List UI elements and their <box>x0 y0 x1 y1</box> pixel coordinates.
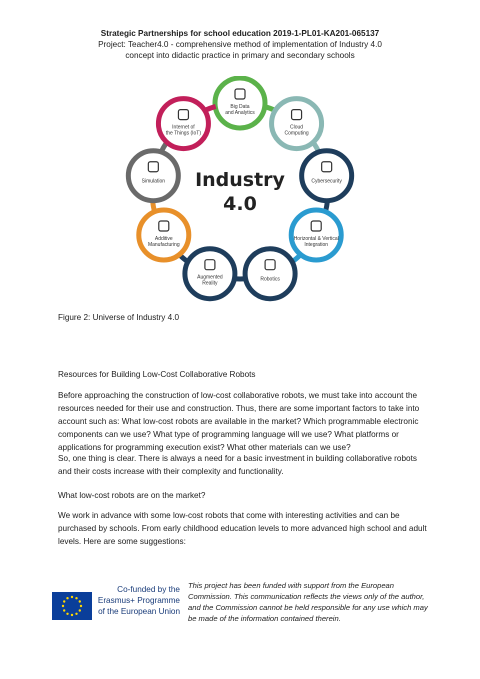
disclaimer-text: This project has been funded with support from the European Commission. This communication reflects the views only of the author, and the Commission cannot be held responsible for any use which may be made of the information contained therein. <box>188 581 428 623</box>
industry-4-diagram <box>90 76 390 306</box>
diagram-node-label: Computing <box>284 130 309 137</box>
diagram-node <box>185 249 235 299</box>
footer <box>52 580 432 626</box>
diagram-node-label: Reality <box>202 280 218 287</box>
diagram-node-label: Manufacturing <box>147 242 180 248</box>
diagram-node-ring <box>128 151 178 201</box>
eu-star <box>75 597 77 599</box>
eu-star <box>62 605 64 607</box>
diagram-center-number: 4.0 <box>223 193 257 215</box>
diagram-node-ring <box>291 210 341 260</box>
diagram-node-ring <box>272 99 322 149</box>
paragraph-4: We work in advance with some low-cost robots that come with interesting activities and can be purchased by schools. From early childhood education levels to more advanced high school and adult levels. Here are some suggestions: <box>58 511 427 546</box>
paragraph-2: So, one thing is clear. There is always a need for a basic investment in building collaborative robots and their costs increase with their complexity and functionality. <box>58 454 417 476</box>
eu-star <box>66 597 68 599</box>
diagram-node-label: Big Data <box>230 104 250 110</box>
header-title: Strategic Partnerships for school education 2019-1-PL01-KA201-065137 <box>100 29 380 38</box>
diagram-center-title: Industry <box>195 169 285 191</box>
eu-star <box>80 605 82 607</box>
paragraph-3: What low-cost robots are on the market? <box>58 491 206 500</box>
diagram-node-label: Robotics <box>260 276 280 283</box>
eu-star <box>63 600 65 602</box>
diagram-node <box>291 210 341 260</box>
header-project: Project: Teacher4.0 - comprehensive method of implementation of Industry 4.0 <box>98 40 382 49</box>
diagram-node-label: Cloud <box>290 124 304 131</box>
diagram-node-ring <box>245 249 295 299</box>
diagram-node-label: and Analytics <box>225 110 255 116</box>
diagram-node-label: Integration <box>304 242 329 248</box>
eu-flag-logo <box>52 592 92 620</box>
diagram-node-label: Additive <box>154 236 173 242</box>
eu-star <box>79 609 81 611</box>
diagram-node <box>139 210 189 260</box>
eu-star <box>75 613 77 615</box>
diagram-node-label: the Things (IoT) <box>165 130 202 137</box>
eu-star <box>63 609 65 611</box>
diagram-node <box>302 151 352 201</box>
eu-stars-icon <box>52 592 92 620</box>
diagram-node-label: Horizontal & Vertical <box>293 236 339 242</box>
diagram-node-ring <box>158 99 208 149</box>
eu-star <box>79 600 81 602</box>
diagram-node <box>128 151 178 201</box>
diagram-node <box>272 99 322 149</box>
diagram-node <box>158 99 208 149</box>
diagram-node <box>215 78 265 128</box>
figure-caption: Figure 2: Universe of Industry 4.0 <box>58 313 180 322</box>
diagram-node-ring <box>185 249 235 299</box>
diagram-node-label: Simulation <box>141 178 166 185</box>
paragraph-1: Before approaching the construction of low-cost collaborative robots, we must take into account the resources needed for their use and construction. Thus, there are some important factors to take into account such as: What low-cost robots are available in the market? Which programmable electronic components can we use? What type of programming language will we use? What platforms or applications for programming execution exist? What other materials can we use? <box>58 391 420 452</box>
diagram-node-ring <box>139 210 189 260</box>
diagram-node-ring <box>302 151 352 201</box>
header-subtitle: concept into didactic practice in primary and secondary schools <box>125 51 355 60</box>
eu-star <box>71 596 73 598</box>
diagram-node <box>245 249 295 299</box>
diagram-node-label: Internet of <box>172 124 195 131</box>
section-title: Resources for Building Low-Cost Collaborative Robots <box>58 370 256 379</box>
diagram-node-label: Cybersecurity <box>311 178 342 185</box>
cofunded-text: Co-funded by the Erasmus+ Programme of the European Union <box>97 585 180 616</box>
eu-star <box>71 614 73 616</box>
diagram-node-label: Augmented <box>197 274 223 281</box>
diagram-node-ring <box>215 78 265 128</box>
eu-star <box>66 613 68 615</box>
